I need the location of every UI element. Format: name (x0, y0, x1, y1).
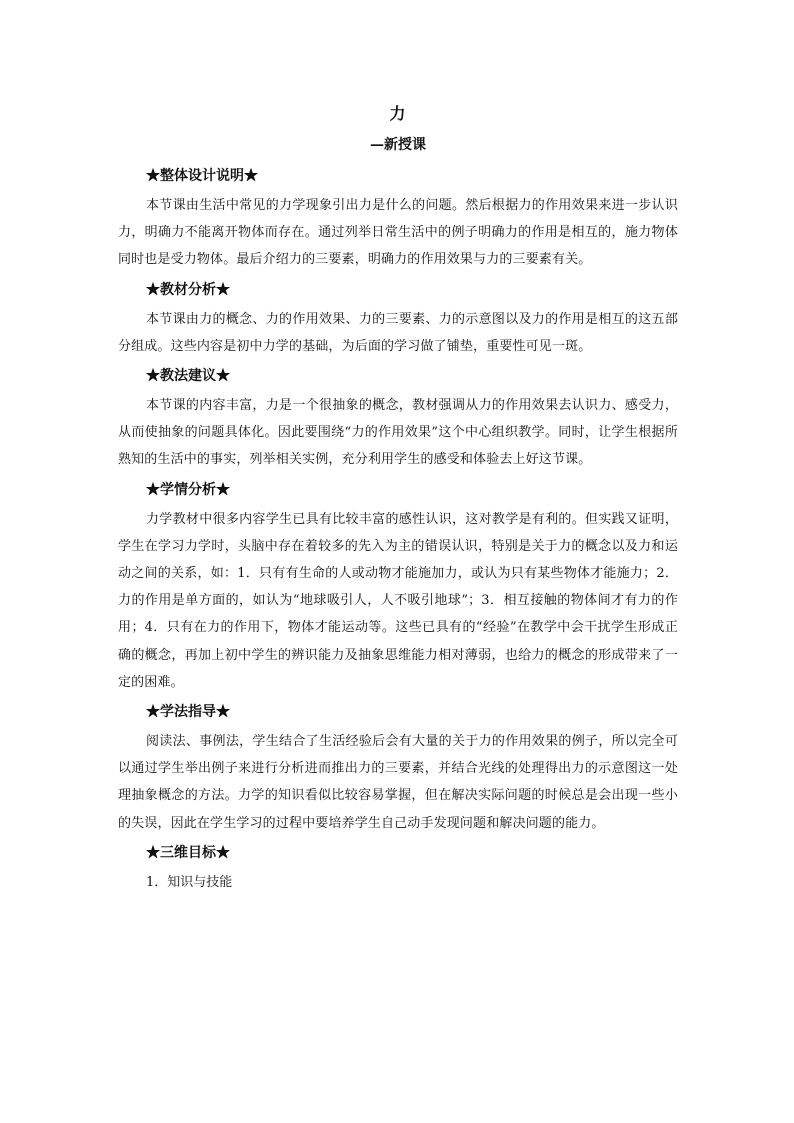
section-heading-three-dimensional-goals: ★三维目标★ (146, 844, 230, 861)
section-paragraph-teaching-suggestions: 本节课的内容丰富，力是一个很抽象的概念，教材强调从力的作用效果去认识力、感受力，从而使抽象的问题具体化。因此要围绕“力的作用效果”这个中心组织教学。同时，让学生根据所熟知的生活中的事实，列举相关实例，充分利用学生的感受和体验去上好这节课。 (118, 398, 678, 468)
section-heading-teaching-suggestions: ★教法建议★ (146, 368, 230, 385)
section-heading-overall-design: ★整体设计说明★ (146, 168, 258, 184)
section-paragraph-textbook-analysis: 本节课由力的概念、力的作用效果、力的三要素、力的示意图以及力的作用是相互的这五部分组成。这些内容是初中力学的基础，为后面的学习做了铺垫，重要性可见一斑。 (118, 311, 678, 354)
goal-list-item-knowledge-skills: 1．知识与技能 (146, 874, 233, 890)
section-paragraph-overall-design: 本节课由生活中常见的力学现象引出力是什么的问题。然后根据力的作用效果来进一步认识力，明确力不能离开物体而存在。通过列举日常生活中的例子明确力的作用是相互的，施力物体同时也是受力物体。最后介绍力的三要素，明确力的作用效果与力的三要素有关。 (118, 198, 678, 268)
section-heading-textbook-analysis: ★教材分析★ (146, 281, 230, 298)
section-paragraph-study-guidance: 阅读法、事例法，学生结合了生活经验后会有大量的关于力的作用效果的例子，所以完全可以通过学生举出例子来进行分析进而推出力的三要素，并结合光线的处理得出力的示意图这一处理抽象概念的方法。力学的知识看似比较容易掌握，但在解决实际问题的时候总是会出现一些小的失误，因此在学生学习的过程中要培养学生自己动手发现问题和解决问题的能力。 (118, 734, 678, 831)
document-page (118, 100, 678, 897)
section-heading-student-analysis: ★学情分析★ (146, 481, 230, 498)
section-heading-study-guidance: ★学法指导★ (146, 704, 230, 721)
document-subtitle: —新授课 (370, 137, 426, 153)
section-paragraph-student-analysis: 力学教材中很多内容学生已具有比较丰富的感性认识，这对教学是有利的。但实践又证明，学生在学习力学时，头脑中存在着较多的先入为主的错误认识，特别是关于力的概念以及力和运动之间的关系，如：1．只有有生命的人或动物才能施加力，或认为只有某些物体才能施力；2．力的作用是单方面的，如认为“地球吸引人，人不吸引地球”；3．相互接触的物体间才有力的作用；4．只有在力的作用下，物体才能运动等。这些已具有的“经验”在教学中会干扰学生形成正确的概念，再加上初中学生的辨识能力及抽象思维能力相对薄弱，也给力的概念的形成带来了一定的困难。 (118, 511, 678, 690)
document-title: 力 (389, 104, 407, 123)
